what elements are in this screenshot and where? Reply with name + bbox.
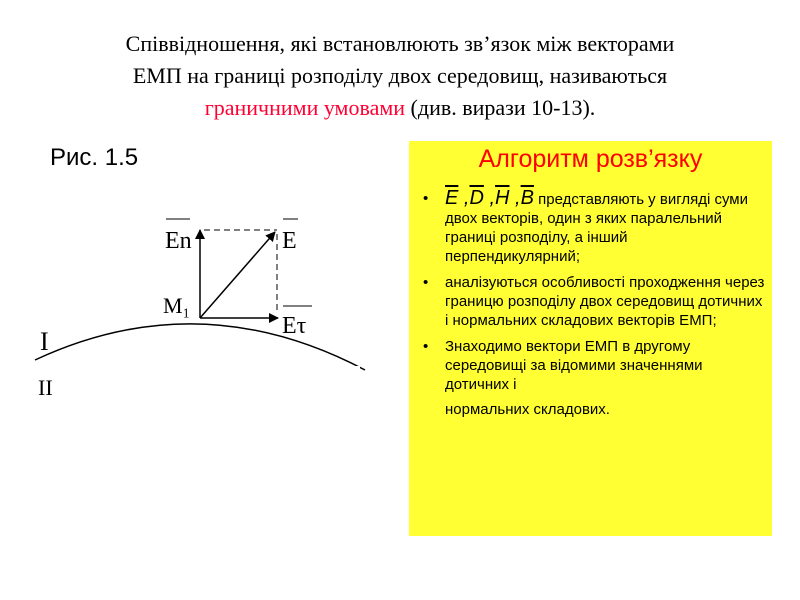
vector-d: $\overline{D}$: [469, 187, 484, 209]
bullet-text-tail: нормальних складових.: [445, 401, 610, 418]
e-label: E: [282, 228, 297, 254]
boundary-conditions-term: граничними умовами: [204, 95, 406, 120]
algorithm-title: Алгоритм розв’язку: [478, 145, 703, 173]
bullet-marker: •: [423, 338, 429, 355]
bullet-marker: •: [423, 190, 429, 207]
et-label: Eτ: [282, 313, 307, 339]
bullet-text: Знаходимо вектори ЕМП в другому середовищі за відомими значеннями дотичних і: [445, 338, 703, 393]
e-vector-arrow: [200, 232, 275, 318]
heading-line-2: ЕМП на границі розподілу двох середовищ, називаються: [132, 63, 668, 88]
en-label: En: [165, 228, 192, 254]
medium-2-label: II: [38, 375, 53, 400]
bullet-text: представляють у вигляді суми двох векторів, один з яких паралельний границі розподілу, а інший перпендикулярний;: [445, 191, 748, 265]
bullet-marker: •: [423, 274, 429, 291]
list-item: [423, 189, 765, 266]
boundary-curve: [35, 324, 365, 370]
vector-e: $\overline{E}$: [445, 187, 459, 209]
vector-symbols: $\overline{E}$ $,\overline{D}$ $,\overline{H}$ $,\overline{B}$: [445, 187, 534, 209]
m1-label: M₁: [163, 293, 191, 318]
boundary-gap: [90, 366, 360, 380]
figure-caption: Рис. 1.5: [50, 144, 139, 171]
vector-h: $\overline{H}$: [495, 187, 510, 209]
medium-1-label: I: [40, 327, 49, 356]
heading-line-3-rest: (див. вирази 10-13).: [405, 95, 596, 120]
algorithm-box: [409, 141, 772, 536]
bullet-text: аналізуються особливості проходження через границю розподілу двох середовищ дотичних і нормальних складових векторів ЕМП;: [445, 274, 765, 329]
list-item: [423, 273, 765, 330]
heading-line-1: Співвідношення, які встановлюють зв’язок між векторами: [125, 31, 675, 56]
algorithm-list: [423, 189, 765, 426]
list-item: [423, 337, 765, 419]
vector-b: $\overline{B}$: [520, 187, 534, 209]
